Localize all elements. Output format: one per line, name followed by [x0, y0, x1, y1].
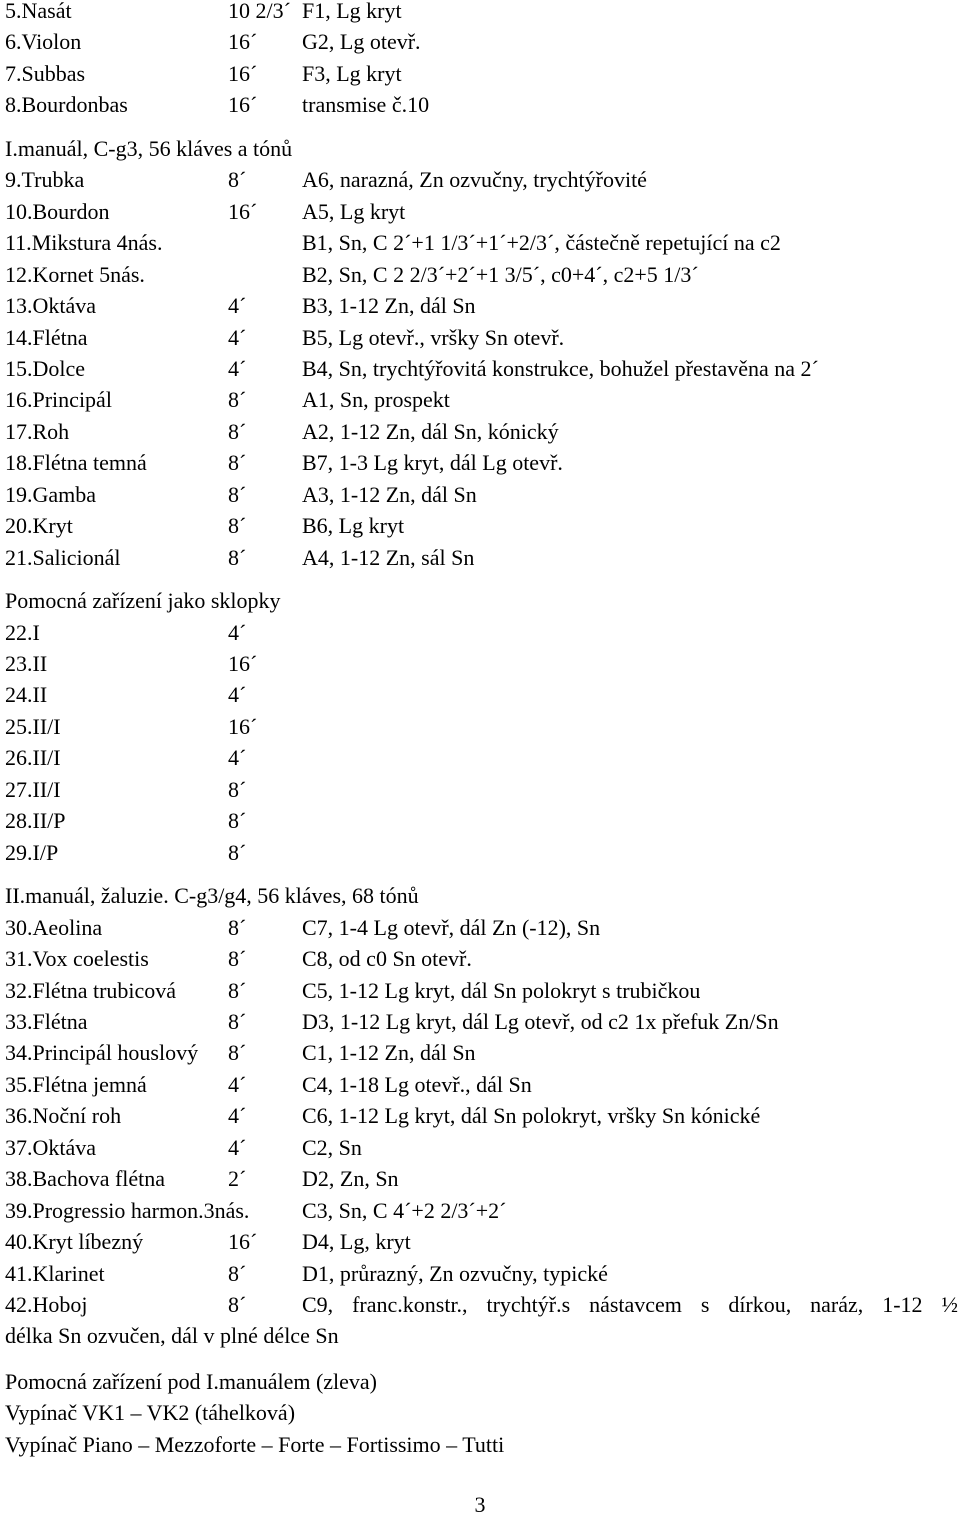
- stop-number: 8.: [5, 92, 22, 118]
- stop-name: [5, 510, 73, 541]
- stop-size: 16´: [228, 198, 258, 224]
- stop-size: 8´: [228, 977, 247, 1003]
- coupler-size: 8´: [228, 776, 247, 802]
- stop-size: 8´: [228, 1008, 247, 1034]
- stop-title: Noční roh: [32, 1103, 122, 1129]
- stop-row: [0, 1069, 960, 1100]
- stop-name: [5, 617, 40, 648]
- stop-name: [5, 975, 176, 1006]
- description-word: trychtýř.s: [486, 1292, 571, 1317]
- aux-line: [0, 1429, 960, 1460]
- stop-row: [0, 447, 960, 478]
- stop-size: 8´: [228, 450, 247, 476]
- stop-description: B2, Sn, C 2 2/3´+2´+1 3/5´, c0+4´, c2+5 1/3´: [302, 261, 699, 287]
- stop-size: 4´: [228, 355, 247, 381]
- stop-row: [0, 1006, 960, 1037]
- stop-row: [0, 1163, 960, 1194]
- stop-description: B4, Sn, trychtýřovitá konstrukce, bohužel přestavěna na 2´: [302, 355, 819, 381]
- stop-number: 40.: [5, 1229, 33, 1255]
- stop-name: [5, 416, 69, 447]
- stop-number: 27.: [5, 776, 33, 802]
- description-word: C9,: [302, 1292, 334, 1317]
- stop-number: 19.: [5, 481, 33, 507]
- stop-name: [5, 1163, 165, 1194]
- stop-title: Bachova flétna: [32, 1166, 166, 1192]
- stop-size: 8´: [228, 544, 247, 570]
- stop-title: Gamba: [32, 481, 97, 507]
- coupler-size: 8´: [228, 808, 247, 834]
- stop-name: [5, 1100, 121, 1131]
- description-word: naráz,: [810, 1292, 864, 1317]
- stop-name: [5, 164, 84, 195]
- description-word: dírkou,: [728, 1292, 792, 1317]
- stop-number: 28.: [5, 808, 33, 834]
- stop-row: [0, 1226, 960, 1257]
- stop-title: Subbas: [21, 60, 86, 86]
- page-number: 3: [474, 1492, 486, 1517]
- stop-number: 29.: [5, 839, 33, 865]
- stop-number: 14.: [5, 324, 33, 350]
- coupler-row: [0, 648, 960, 679]
- stop-number: 33.: [5, 1008, 33, 1034]
- stop-title: Trubka: [21, 167, 85, 193]
- stop-description: D2, Zn, Sn: [302, 1166, 399, 1192]
- stop-description: G2, Lg otevř.: [302, 29, 421, 55]
- stop-number: 16.: [5, 387, 33, 413]
- stop-name: [5, 26, 81, 57]
- stop-number: 20.: [5, 513, 33, 539]
- stop-name: [5, 384, 112, 415]
- stop-name: [5, 1069, 147, 1100]
- coupler-size: 8´: [228, 839, 247, 865]
- stop-number: 9.: [5, 167, 22, 193]
- stop-number: 21.: [5, 544, 33, 570]
- stop-title: II/I: [32, 713, 61, 739]
- stop-number: 25.: [5, 713, 33, 739]
- stop-title: Salicionál: [32, 544, 121, 570]
- stop-number: 17.: [5, 418, 33, 444]
- stop-title: Oktáva: [32, 1134, 97, 1160]
- stop-name: [5, 259, 145, 290]
- stop-description: B3, 1-12 Zn, dál Sn: [302, 293, 476, 319]
- stop-description: [302, 1289, 958, 1320]
- stop-title: I: [32, 619, 40, 645]
- stop-row: [0, 1100, 960, 1131]
- stop-title: Flétna: [32, 1008, 88, 1034]
- stop-row: [0, 290, 960, 321]
- stop-title: II: [32, 651, 48, 676]
- stop-size: 8´: [228, 167, 247, 193]
- stop-row: [0, 479, 960, 510]
- stop-row: [0, 227, 960, 258]
- stop-size: 16´: [228, 92, 258, 118]
- stop-size: 16´: [228, 29, 258, 55]
- stop-title: Flétna trubicová: [32, 977, 177, 1003]
- stop-description: C7, 1-4 Lg otevř, dál Zn (-12), Sn: [302, 914, 601, 940]
- stop-number: 37.: [5, 1134, 33, 1160]
- stop-description: A3, 1-12 Zn, dál Sn: [302, 481, 477, 507]
- stop-size: 8´: [228, 513, 247, 539]
- stop-title: Flétna jemná: [32, 1071, 147, 1097]
- stop-row-hoboj: [0, 1289, 960, 1320]
- stop-number: 26.: [5, 745, 33, 771]
- stop-row: [0, 510, 960, 541]
- section-heading-aux: [0, 1366, 960, 1397]
- stop-number: 31.: [5, 946, 33, 972]
- stop-number: 34.: [5, 1040, 33, 1066]
- stop-size: 4´: [228, 1071, 247, 1097]
- description-word: franc.konstr.,: [352, 1292, 468, 1317]
- stop-description: B5, Lg otevř., vršky Sn otevř.: [302, 324, 565, 350]
- coupler-size: 4´: [228, 682, 247, 708]
- stop-number: 23.: [5, 651, 33, 676]
- stop-number: 42.: [5, 1292, 33, 1317]
- stop-title: Aeolina: [32, 914, 103, 940]
- stop-name: [5, 353, 85, 384]
- stop-description: C5, 1-12 Lg kryt, dál Sn polokryt s trubičkou: [302, 977, 701, 1003]
- stop-size: 8´: [228, 914, 247, 940]
- description-continuation: délka Sn ozvučen, dál v plné délce Sn: [5, 1323, 339, 1349]
- stop-description: C8, od c0 Sn otevř.: [302, 946, 472, 972]
- stop-size: 10 2/3´: [228, 0, 291, 23]
- coupler-row: [0, 774, 960, 805]
- stop-number: 24.: [5, 682, 33, 708]
- section-heading-manual-1: [0, 133, 960, 164]
- stop-number: 39.: [5, 1197, 33, 1223]
- heading-text: I.manuál, C-g3, 56 kláves a tónů: [5, 135, 293, 161]
- stop-row: [0, 542, 960, 573]
- stop-row: [0, 0, 960, 26]
- stop-row: [0, 58, 960, 89]
- stop-description: D4, Lg, kryt: [302, 1229, 411, 1255]
- stop-name: [5, 1006, 88, 1037]
- stop-title: Principál: [32, 387, 112, 413]
- stop-row: [0, 164, 960, 195]
- coupler-row: [0, 711, 960, 742]
- coupler-size: 4´: [228, 745, 247, 771]
- stop-number: 30.: [5, 914, 33, 940]
- stop-size: 4´: [228, 1134, 247, 1160]
- stop-title: II: [32, 682, 48, 708]
- stop-row: [0, 1037, 960, 1068]
- stop-row-continuation: [0, 1320, 960, 1351]
- stop-name: [5, 648, 47, 679]
- stop-description: B1, Sn, C 2´+1 1/3´+1´+2/3´, částečně repetující na c2: [302, 230, 781, 256]
- stop-number: 7.: [5, 60, 22, 86]
- stop-name: [5, 837, 58, 868]
- stop-size: 8´: [228, 387, 247, 413]
- stop-row: [0, 1195, 960, 1226]
- stop-number: 5.: [5, 0, 22, 23]
- stop-size: 2´: [228, 1166, 247, 1192]
- stop-row: [0, 975, 960, 1006]
- coupler-row: [0, 742, 960, 773]
- stop-name: [5, 58, 85, 89]
- stop-title: Hoboj: [32, 1292, 88, 1317]
- stop-number: 10.: [5, 198, 33, 224]
- description-word: s: [700, 1292, 710, 1317]
- stop-name: [5, 1289, 88, 1320]
- stop-name: [5, 196, 110, 227]
- coupler-size: 16´: [228, 651, 258, 676]
- stop-row: [0, 89, 960, 120]
- stop-row: [0, 26, 960, 57]
- stop-name: [5, 0, 72, 26]
- stop-title: Roh: [32, 418, 70, 444]
- stop-size: 8´: [228, 481, 247, 507]
- coupler-row: [0, 617, 960, 648]
- stop-name: [5, 227, 162, 258]
- coupler-row: [0, 805, 960, 836]
- stop-name: [5, 943, 149, 974]
- description-word: 1-12: [882, 1292, 923, 1317]
- stop-description: D3, 1-12 Lg kryt, dál Lg otevř, od c2 1x přefuk Zn/Sn: [302, 1008, 779, 1034]
- stop-description: B7, 1-3 Lg kryt, dál Lg otevř.: [302, 450, 563, 476]
- stop-name: [5, 1226, 143, 1257]
- stop-name: [5, 447, 147, 478]
- stop-number: 36.: [5, 1103, 33, 1129]
- aux-text: Vypínač VK1 – VK2 (táhelková): [5, 1400, 296, 1426]
- stop-description: A6, narazná, Zn ozvučny, trychtýřovité: [302, 167, 647, 193]
- stop-name: [5, 679, 47, 710]
- stop-size: 8´: [228, 418, 247, 444]
- stop-title: Nasát: [21, 0, 72, 23]
- stop-row: [0, 322, 960, 353]
- stop-number: 38.: [5, 1166, 33, 1192]
- heading-text: Pomocná zařízení jako sklopky: [5, 588, 281, 614]
- stop-title: Progressio harmon.3nás.: [32, 1197, 250, 1223]
- stop-size: 16´: [228, 1229, 258, 1255]
- stop-number: 18.: [5, 450, 33, 476]
- stop-number: 6.: [5, 29, 22, 55]
- stop-size: 8´: [228, 946, 247, 972]
- stop-size: 8´: [228, 1040, 247, 1066]
- stop-number: 12.: [5, 261, 33, 287]
- stop-description: transmise č.10: [302, 92, 430, 118]
- stop-number: 35.: [5, 1071, 33, 1097]
- stop-name: [5, 479, 96, 510]
- coupler-size: 4´: [228, 619, 247, 645]
- stop-description: F3, Lg kryt: [302, 60, 402, 86]
- heading-text: II.manuál, žaluzie. C-g3/g4, 56 kláves, 68 tónů: [5, 883, 419, 909]
- aux-text: Vypínač Piano – Mezzoforte – Forte – Fortissimo – Tutti: [5, 1431, 505, 1457]
- stop-title: Dolce: [32, 355, 86, 381]
- stop-row: [0, 384, 960, 415]
- stop-title: Kornet 5nás.: [32, 261, 145, 287]
- stop-number: 15.: [5, 355, 33, 381]
- stop-size: 4´: [228, 293, 247, 319]
- stop-name: [5, 805, 66, 836]
- stop-title: Principál houslový: [32, 1040, 199, 1066]
- stop-size: 8´: [228, 1260, 247, 1286]
- stop-name: [5, 542, 120, 573]
- stop-title: II/I: [32, 776, 61, 802]
- stop-title: Bourdonbas: [21, 92, 128, 118]
- stop-description: A2, 1-12 Zn, dál Sn, kónický: [302, 418, 559, 444]
- stop-description: C6, 1-12 Lg kryt, dál Sn polokryt, vršky Sn kónické: [302, 1103, 761, 1129]
- stop-row: [0, 943, 960, 974]
- stop-title: Klarinet: [32, 1260, 105, 1286]
- stop-row: [0, 1132, 960, 1163]
- stop-name: [5, 711, 61, 742]
- stop-name: [5, 1132, 96, 1163]
- stop-row: [0, 1258, 960, 1289]
- section-heading-manual-2: [0, 880, 960, 911]
- stop-title: Mikstura 4nás.: [31, 230, 163, 256]
- stop-number: 32.: [5, 977, 33, 1003]
- stop-name: [5, 290, 96, 321]
- stop-title: Flétna temná: [32, 450, 147, 476]
- stop-title: Violon: [21, 29, 82, 55]
- stop-size: 8´: [228, 1292, 247, 1317]
- heading-text: Pomocná zařízení pod I.manuálem (zleva): [5, 1368, 378, 1394]
- stop-number: 13.: [5, 293, 33, 319]
- stop-row: [0, 196, 960, 227]
- stop-title: Vox coelestis: [32, 946, 149, 972]
- stop-title: Flétna: [32, 324, 88, 350]
- stop-row: [0, 912, 960, 943]
- coupler-size: 16´: [228, 713, 258, 739]
- aux-line: [0, 1397, 960, 1428]
- stop-description: A1, Sn, prospekt: [302, 387, 450, 413]
- stop-number: 41.: [5, 1260, 33, 1286]
- stop-title: II/P: [32, 808, 66, 834]
- stop-name: [5, 1037, 198, 1068]
- stop-title: Kryt: [32, 513, 73, 539]
- stop-title: Kryt líbezný: [32, 1229, 144, 1255]
- stop-description: C2, Sn: [302, 1134, 362, 1160]
- stop-name: [5, 1258, 105, 1289]
- stop-name: [5, 89, 128, 120]
- stop-title: Oktáva: [32, 293, 97, 319]
- stop-description: F1, Lg kryt: [302, 0, 402, 23]
- stop-description: B6, Lg kryt: [302, 513, 405, 539]
- stop-size: 4´: [228, 324, 247, 350]
- stop-number: 11.: [5, 230, 32, 256]
- stop-name: [5, 742, 61, 773]
- stop-description: D1, průrazný, Zn ozvučny, typické: [302, 1260, 608, 1286]
- stop-title: I/P: [32, 839, 59, 865]
- stop-description: C4, 1-18 Lg otevř., dál Sn: [302, 1071, 532, 1097]
- stop-name: [5, 912, 102, 943]
- stop-description: C1, 1-12 Zn, dál Sn: [302, 1040, 476, 1066]
- coupler-row: [0, 837, 960, 868]
- stop-row: [0, 259, 960, 290]
- stop-row: [0, 353, 960, 384]
- section-heading-couplers: [0, 585, 960, 616]
- stop-size: 16´: [228, 60, 258, 86]
- description-word: ½: [941, 1292, 958, 1317]
- coupler-row: [0, 679, 960, 710]
- stop-title: Bourdon: [32, 198, 110, 224]
- stop-number: 22.: [5, 619, 33, 645]
- stop-title: II/I: [32, 745, 61, 771]
- stop-description: C3, Sn, C 4´+2 2/3´+2´: [302, 1197, 507, 1223]
- stop-row: [0, 416, 960, 447]
- stop-size: 4´: [228, 1103, 247, 1129]
- stop-description: A4, 1-12 Zn, sál Sn: [302, 544, 475, 570]
- description-word: nástavcem: [589, 1292, 682, 1317]
- stop-name: [5, 322, 88, 353]
- stop-description: A5, Lg kryt: [302, 198, 406, 224]
- stop-name: [5, 774, 61, 805]
- stop-name: [5, 1195, 249, 1226]
